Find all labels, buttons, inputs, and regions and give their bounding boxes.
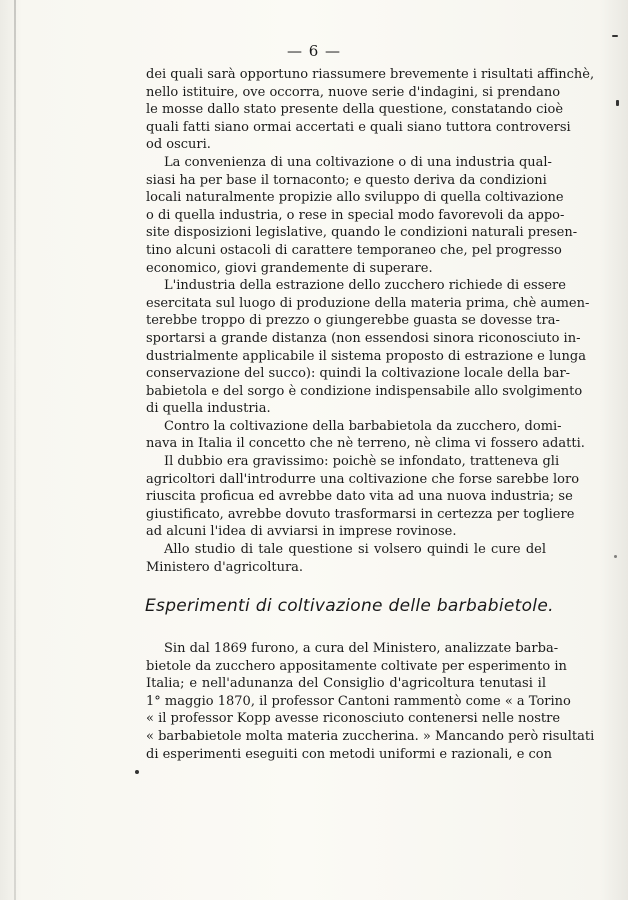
- body-text-top: [146, 66, 595, 576]
- text-line: siasi ha per base il tornaconto; e questo deriva da condizioni: [146, 172, 547, 188]
- text-line: agricoltori dall'introdurre una coltivazione che forse sarebbe loro: [146, 471, 580, 487]
- text-line: Sin dal 1869 furono, a cura del Ministero, analizzate barba-: [164, 641, 559, 656]
- text-line: di quella industria.: [146, 401, 271, 417]
- text-line: locali naturalmente propizie allo sviluppo di quella coltivazione: [146, 190, 564, 206]
- ink-speck: [616, 100, 619, 106]
- text-line: site disposizioni legislative, quando le condizioni naturali presen-: [146, 225, 578, 241]
- text-line: bietole da zucchero appositamente coltivate per esperimento in: [146, 658, 567, 674]
- text-line: conservazione del succo): quindi la coltivazione locale della bar-: [146, 366, 571, 382]
- text-line: Allo studio di tale questione si volsero quindi le cure del: [164, 542, 546, 558]
- section-heading: Esperimenti di coltivazione delle barbabietole.: [145, 596, 554, 616]
- text-line: od oscuri.: [146, 137, 211, 153]
- text-line: Italia; e nell'adunanza del Consiglio d'agricoltura tenutasi il: [146, 676, 546, 692]
- ink-speck: [135, 770, 139, 774]
- text-line: di esperimenti eseguiti con metodi uniformi e razionali, e con: [146, 746, 552, 762]
- text-line: terebbe troppo di prezzo o giungerebbe guasta se dovesse tra-: [146, 313, 560, 329]
- text-line: Il dubbio era gravissimo: poichè se infondato, tratteneva gli: [164, 454, 560, 470]
- text-line: « barbabietole molta materia zuccherina. » Mancando però risultati: [146, 728, 595, 744]
- body-text-bottom: [146, 640, 595, 763]
- text-line: La convenienza di una coltivazione o di una industria qual-: [164, 154, 552, 170]
- text-line: nello istituire, ove occorra, nuove serie d'indagini, si prendano: [146, 84, 561, 100]
- ink-speck: [612, 35, 618, 37]
- text-line: economico, giovi grandemente di superare.: [146, 260, 433, 276]
- page-edge-shadow: [14, 0, 16, 900]
- text-line: riuscita proficua ed avrebbe dato vita ad una nuova industria; se: [146, 489, 573, 505]
- text-line: 1° maggio 1870, il professor Cantoni rammentò come « a Torino: [146, 693, 571, 709]
- text-line: nava in Italia il concetto che nè terreno, nè clima vi fossero adatti.: [146, 436, 585, 452]
- text-line: tino alcuni ostacoli di carattere temporaneo che, pel progresso: [146, 242, 562, 258]
- text-line: dustrialmente applicabile il sistema proposto di estrazione e lunga: [146, 348, 586, 364]
- text-line: L'industria della estrazione dello zucchero richiede di essere: [164, 278, 566, 294]
- ink-speck: [614, 555, 617, 558]
- text-line: dei quali sarà opportuno riassumere brevemente i risultati affinchè,: [146, 67, 595, 82]
- text-line: Contro la coltivazione della barbabietola da zucchero, domi-: [164, 418, 562, 434]
- text-line: esercitata sul luogo di produzione della materia prima, chè aumen-: [146, 295, 590, 311]
- text-line: quali fatti siano ormai accertati e quali siano tuttora controversi: [146, 119, 571, 135]
- text-line: « il professor Kopp avesse riconosciuto contenersi nelle nostre: [146, 711, 561, 727]
- text-line: ad alcuni l'idea di avviarsi in imprese rovinose.: [146, 524, 457, 540]
- page-number: — 6 —: [286, 42, 342, 60]
- text-line: sportarsi a grande distanza (non essendosi sinora riconosciuto in-: [146, 330, 581, 346]
- text-line: giustificato, avrebbe dovuto trasformarsi in certezza per togliere: [146, 506, 575, 522]
- text-line: o di quella industria, o rese in special modo favorevoli da appo-: [146, 207, 565, 223]
- text-line: le mosse dallo stato presente della questione, constatando cioè: [146, 102, 564, 118]
- text-line: babietola e del sorgo è condizione indispensabile allo svolgimento: [146, 383, 583, 399]
- text-line: Ministero d'agricoltura.: [146, 559, 304, 575]
